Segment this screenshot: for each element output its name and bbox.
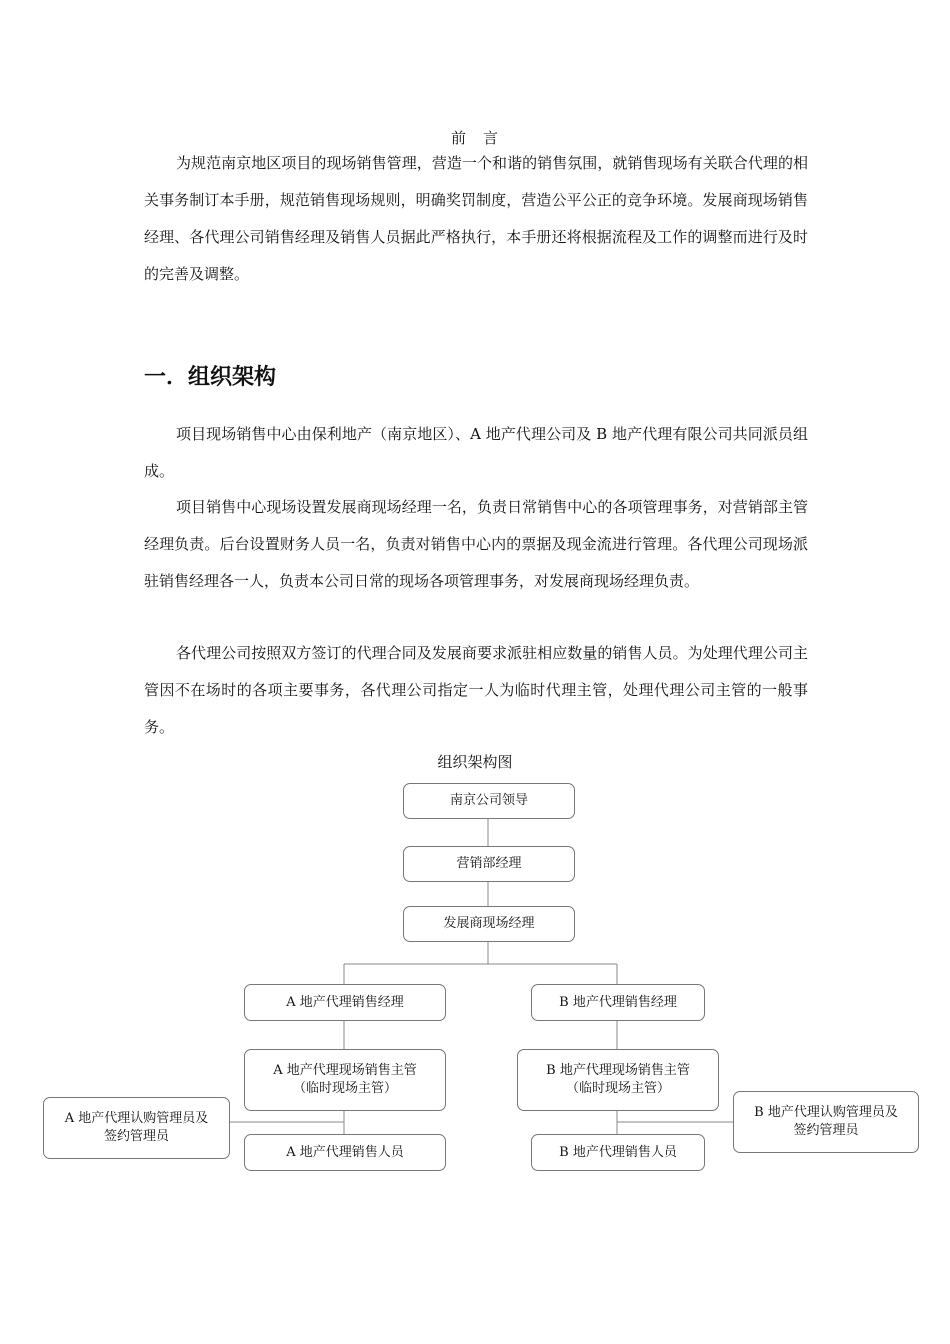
preface-paragraph: 为规范南京地区项目的现场销售管理，营造一个和谐的销售氛围，就销售现场有关联合代理的相关事务制订本手册，规范销售现场规则，明确奖罚制度，营造公平公正的竞争环境。发展商现场销售经理、各代理公司销售经理及销售人员据此严格执行，本手册还将根据流程及工作的调整而进行及时的完善及调整。: [144, 154, 808, 283]
org-chart-title: 组织架构图: [437, 753, 513, 771]
org-node-nanjing-leader: 南京公司领导: [403, 783, 575, 819]
preface-title: 前 言: [450, 129, 499, 147]
org-node-marketing-manager: 营销部经理: [403, 846, 575, 882]
section-heading-org-structure: 一．组织架构: [144, 365, 277, 390]
body-paragraph-1: 项目现场销售中心由保利地产（南京地区）、A 地产代理公司及 B 地产代理有限公司共同派员组成。: [144, 425, 808, 480]
org-node-b-sales-staff: B 地产代理销售人员: [531, 1134, 705, 1171]
body-paragraph-2: 项目销售中心现场设置发展商现场经理一名，负责日常销售中心的各项管理事务，对营销部主管经理负责。后台设置财务人员一名，负责对销售中心内的票据及现金流进行管理。各代理公司现场派驻销售经理各一人，负责本公司日常的现场各项管理事务，对发展商现场经理负责。: [144, 498, 808, 590]
org-node-b-subscription-admin: B 地产代理认购管理员及 签约管理员: [733, 1091, 919, 1153]
org-node-a-sales-manager: A 地产代理销售经理: [244, 984, 446, 1021]
org-node-b-sales-manager: B 地产代理销售经理: [531, 984, 705, 1021]
org-node-a-sales-staff: A 地产代理销售人员: [244, 1134, 446, 1171]
org-node-b-site-supervisor: B 地产代理现场销售主管 （临时现场主管）: [517, 1049, 719, 1111]
org-node-developer-site-manager: 发展商现场经理: [403, 906, 575, 942]
org-node-a-site-supervisor: A 地产代理现场销售主管 （临时现场主管）: [244, 1049, 446, 1111]
org-node-a-subscription-admin: A 地产代理认购管理员及 签约管理员: [43, 1097, 230, 1159]
body-paragraph-3: 各代理公司按照双方签订的代理合同及发展商要求派驻相应数量的销售人员。为处理代理公司主管因不在场时的各项主要事务，各代理公司指定一人为临时代理主管，处理代理公司主管的一般事务。: [144, 644, 808, 736]
